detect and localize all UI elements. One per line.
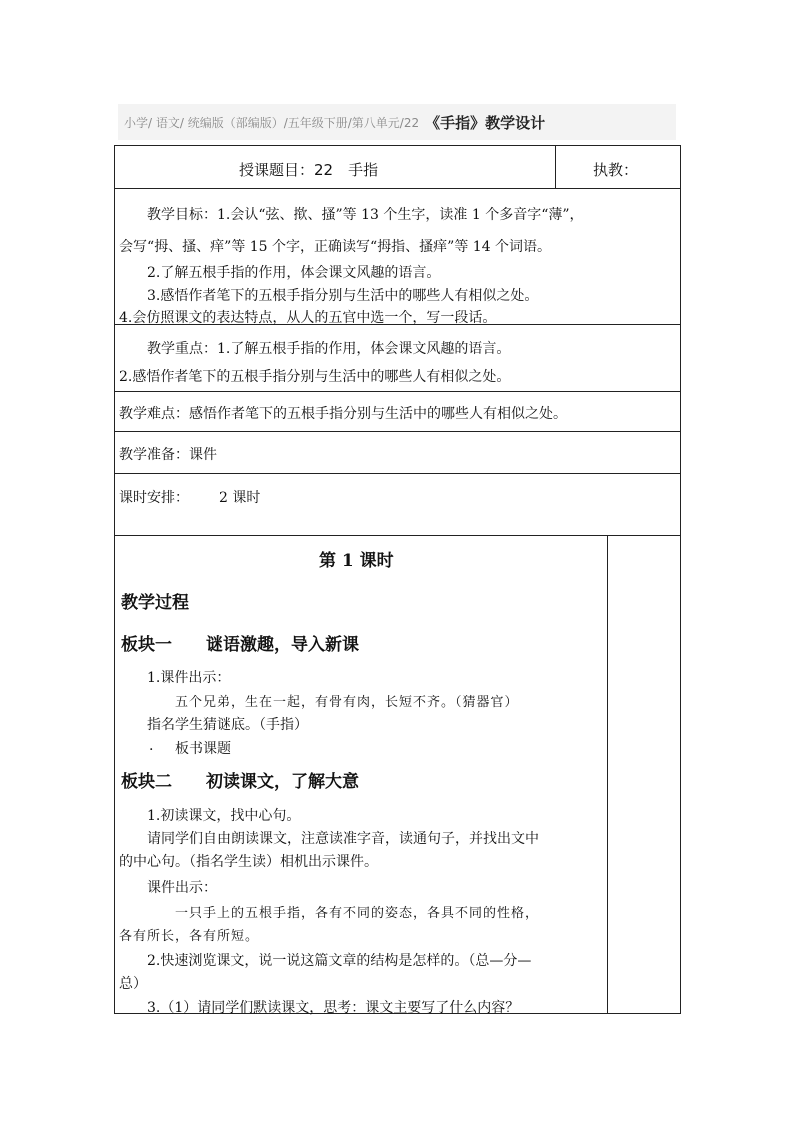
lesson-plan-table	[114, 145, 681, 1014]
block1-step1: 1.课件出示：	[147, 670, 231, 686]
schedule-row	[115, 474, 680, 536]
goals-line-3: 2.了解五根手指的作用，体会课文风趣的语言。	[147, 265, 441, 281]
topic-label: 授课题目：22 手指	[239, 161, 379, 179]
block1-heading: 板块一 谜语激趣，导入新课	[121, 635, 359, 655]
instruction-line-1: 请同学们自由朗读课文，注意读准字音，读通句子，并找出文中	[147, 831, 539, 847]
teacher-label: 执教：	[593, 161, 639, 179]
riddle-text: 五个兄弟，生在一起，有骨有肉，长短不齐。（猜器官）	[175, 695, 519, 710]
topic-row	[115, 146, 680, 189]
schedule-value: 2 课时	[219, 490, 261, 506]
schedule-label: 课时安排：	[119, 490, 189, 506]
instruction-line-2: 的中心句。（指名学生读）相机出示课件。	[119, 854, 378, 870]
divider	[555, 146, 556, 188]
difficulty-row	[115, 392, 680, 432]
step3-text: 3.（1）请同学们默读课文，思考：课文主要写了什么内容？	[147, 1000, 520, 1016]
block2-heading: 板块二 初读课文，了解大意	[121, 772, 359, 792]
breadcrumb[interactable]: 小学/ 语文/ 统编版（部编版）/五年级下册/第八单元/22	[124, 115, 420, 130]
preparation-text: 教学准备：课件	[119, 447, 217, 463]
lesson-title: 第 1 课时	[319, 551, 394, 571]
board-title-text: 板书课题	[175, 741, 231, 757]
courseware-label: 课件出示：	[147, 880, 217, 896]
quote-line-1: 一只手上的五根手指，各有不同的姿态，各具不同的性格，	[175, 906, 540, 921]
process-heading: 教学过程	[121, 593, 189, 613]
bullet-mark: .	[149, 738, 154, 754]
notes-column-divider	[607, 536, 608, 1013]
difficulty-text: 教学难点：感悟作者笔下的五根手指分别与生活中的哪些人有相似之处。	[119, 406, 567, 422]
goals-row	[115, 189, 680, 325]
step2-line-1: 2.快速浏览课文，说一说这篇文章的结构是怎样的。（总—分—	[147, 953, 532, 969]
goals-line-1: 教学目标：1.会认“弦、揿、搔”等 13 个生字，读准 1 个多音字“薄”，	[147, 207, 584, 223]
document-header	[118, 104, 676, 140]
quote-line-2: 各有所长，各有所短。	[119, 929, 260, 944]
preparation-row	[115, 432, 680, 474]
block2-step1: 1.初读课文，找中心句。	[147, 808, 301, 824]
key-points-line-2: 2.感悟作者笔下的五根手指分别与生活中的哪些人有相似之处。	[119, 369, 511, 385]
document-title: 《手指》教学设计	[425, 113, 546, 132]
guess-text: 指名学生猜谜底。（手指）	[147, 717, 308, 733]
key-points-row	[115, 325, 680, 392]
goals-line-2: 会写“拇、搔、痒”等 15 个字，正确读写“拇指、搔痒”等 14 个词语。	[119, 239, 552, 255]
key-points-line-1: 教学重点：1.了解五根手指的作用，体会课文风趣的语言。	[147, 341, 511, 357]
goals-line-4: 3.感悟作者笔下的五根手指分别与生活中的哪些人有相似之处。	[147, 288, 539, 304]
goals-line-5: 4.会仿照课文的表达特点，从人的五官中选一个，写一段话。	[119, 310, 497, 326]
step2-line-2: 总）	[119, 976, 147, 992]
